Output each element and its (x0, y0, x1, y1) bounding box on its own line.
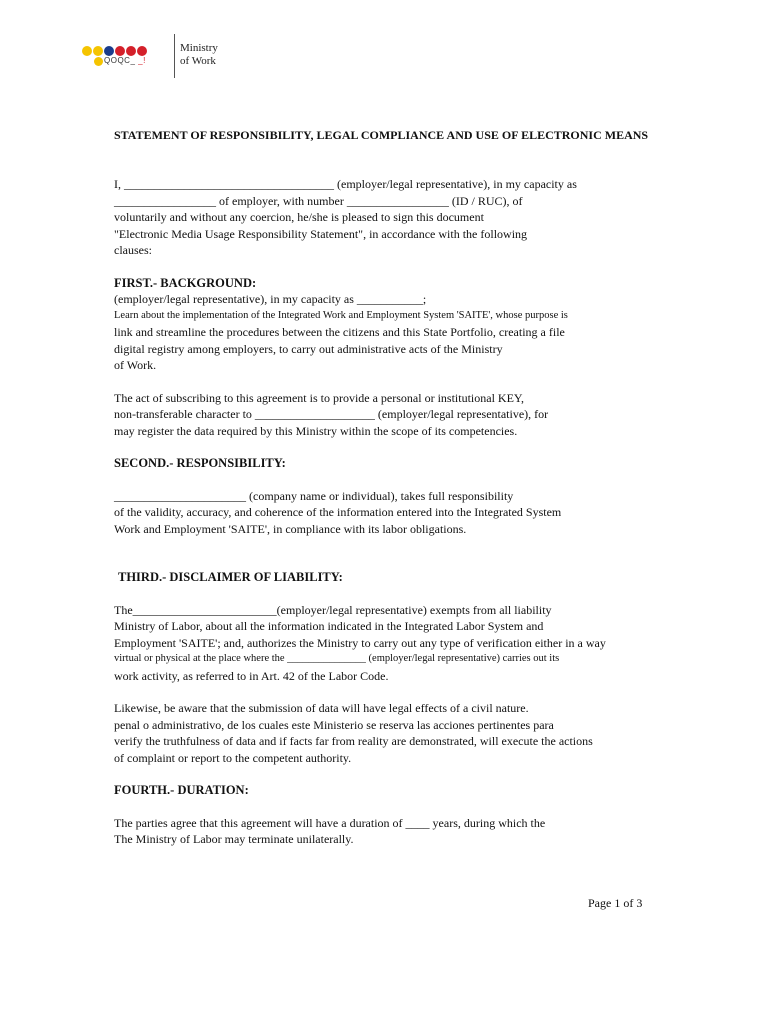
logo-dot-3 (104, 46, 114, 56)
section-heading-first: FIRST.- BACKGROUND: (114, 275, 257, 290)
logo-subtext: QOQC_ _! (104, 56, 146, 65)
logo-dot-6 (137, 46, 147, 56)
header-logo (82, 34, 282, 78)
section-heading-fourth: FOURTH.- DURATION: (114, 783, 249, 797)
third-paragraph: The________________________(employer/legal representative) exempts from all liability Ministry of Labor, about all the information indicated in the Integrated Labor System and Employment 'SAITE'; and, authorizes the Ministry to carry out any type of verification either in a way virtual or physical at the place where the _______________ (employer/legal representative) carries out its work activity, as referred to in Art. 42 of the Labor Code. (114, 602, 606, 683)
logo-dot-1 (82, 46, 92, 56)
section-heading-third: THIRD.- DISCLAIMER OF LIABILITY: (118, 570, 343, 584)
first-paragraph: (employer/legal representative), in my capacity as ___________; Learn about the implementation of the Integrated Work and Employment System 'SAITE', whose purpose is link and streamline the procedures between the citizens and this State Portfolio, creating a file digital registry among employers, to carry out administrative acts of the Ministry of Work. (114, 292, 568, 372)
logo-dot-4 (115, 46, 125, 56)
ministry-name: Ministry of Work (180, 42, 218, 67)
fourth-paragraph: The parties agree that this agreement will have a duration of ____ years, during which the The Ministry of Labor may terminate unilaterally. (114, 815, 546, 846)
logo-dot-5 (126, 46, 136, 56)
logo-dot-small (94, 57, 103, 66)
document-title: STATEMENT OF RESPONSIBILITY, LEGAL COMPLIANCE AND USE OF ELECTRONIC MEANS (114, 128, 649, 142)
page-number: Page 1 of 3 (588, 896, 643, 910)
second-paragraph: ______________________ (company name or individual), takes full responsibility of the validity, accuracy, and coherence of the information entered into the Integrated System Work and Employment 'SAITE', in compliance with its labor obligations. (114, 488, 562, 536)
intro-paragraph: I, ___________________________________ (employer/legal representative), in my capacity as _________________ of employer, with number _________________ (ID / RUC), of voluntarily and without any coercion, he/she is pleased to sign this document "Electronic Media Usage Responsibility Statement", in accordance with the following clauses: (114, 177, 577, 257)
first-paragraph-2: The act of subscribing to this agreement is to provide a personal or institutional KEY, non-transferable character to ____________________ (employer/legal representative), for may register the data required by this Ministry within the scope of its competencies. (114, 390, 549, 438)
document-body (114, 176, 667, 848)
third-paragraph-2: Likewise, be aware that the submission of data will have legal effects of a civil nature. penal o administrativo, de los cuales este Ministerio se reserva las acciones pertinentes para verify the truthfulness of data and if facts far from reality are demonstrated, will execute the actions of complaint or report to the competent authority. (114, 701, 593, 765)
logo-dot-2 (93, 46, 103, 56)
section-heading-second: SECOND.- RESPONSIBILITY: (114, 456, 286, 470)
logo-dots (82, 46, 147, 56)
logo-divider (174, 34, 175, 78)
